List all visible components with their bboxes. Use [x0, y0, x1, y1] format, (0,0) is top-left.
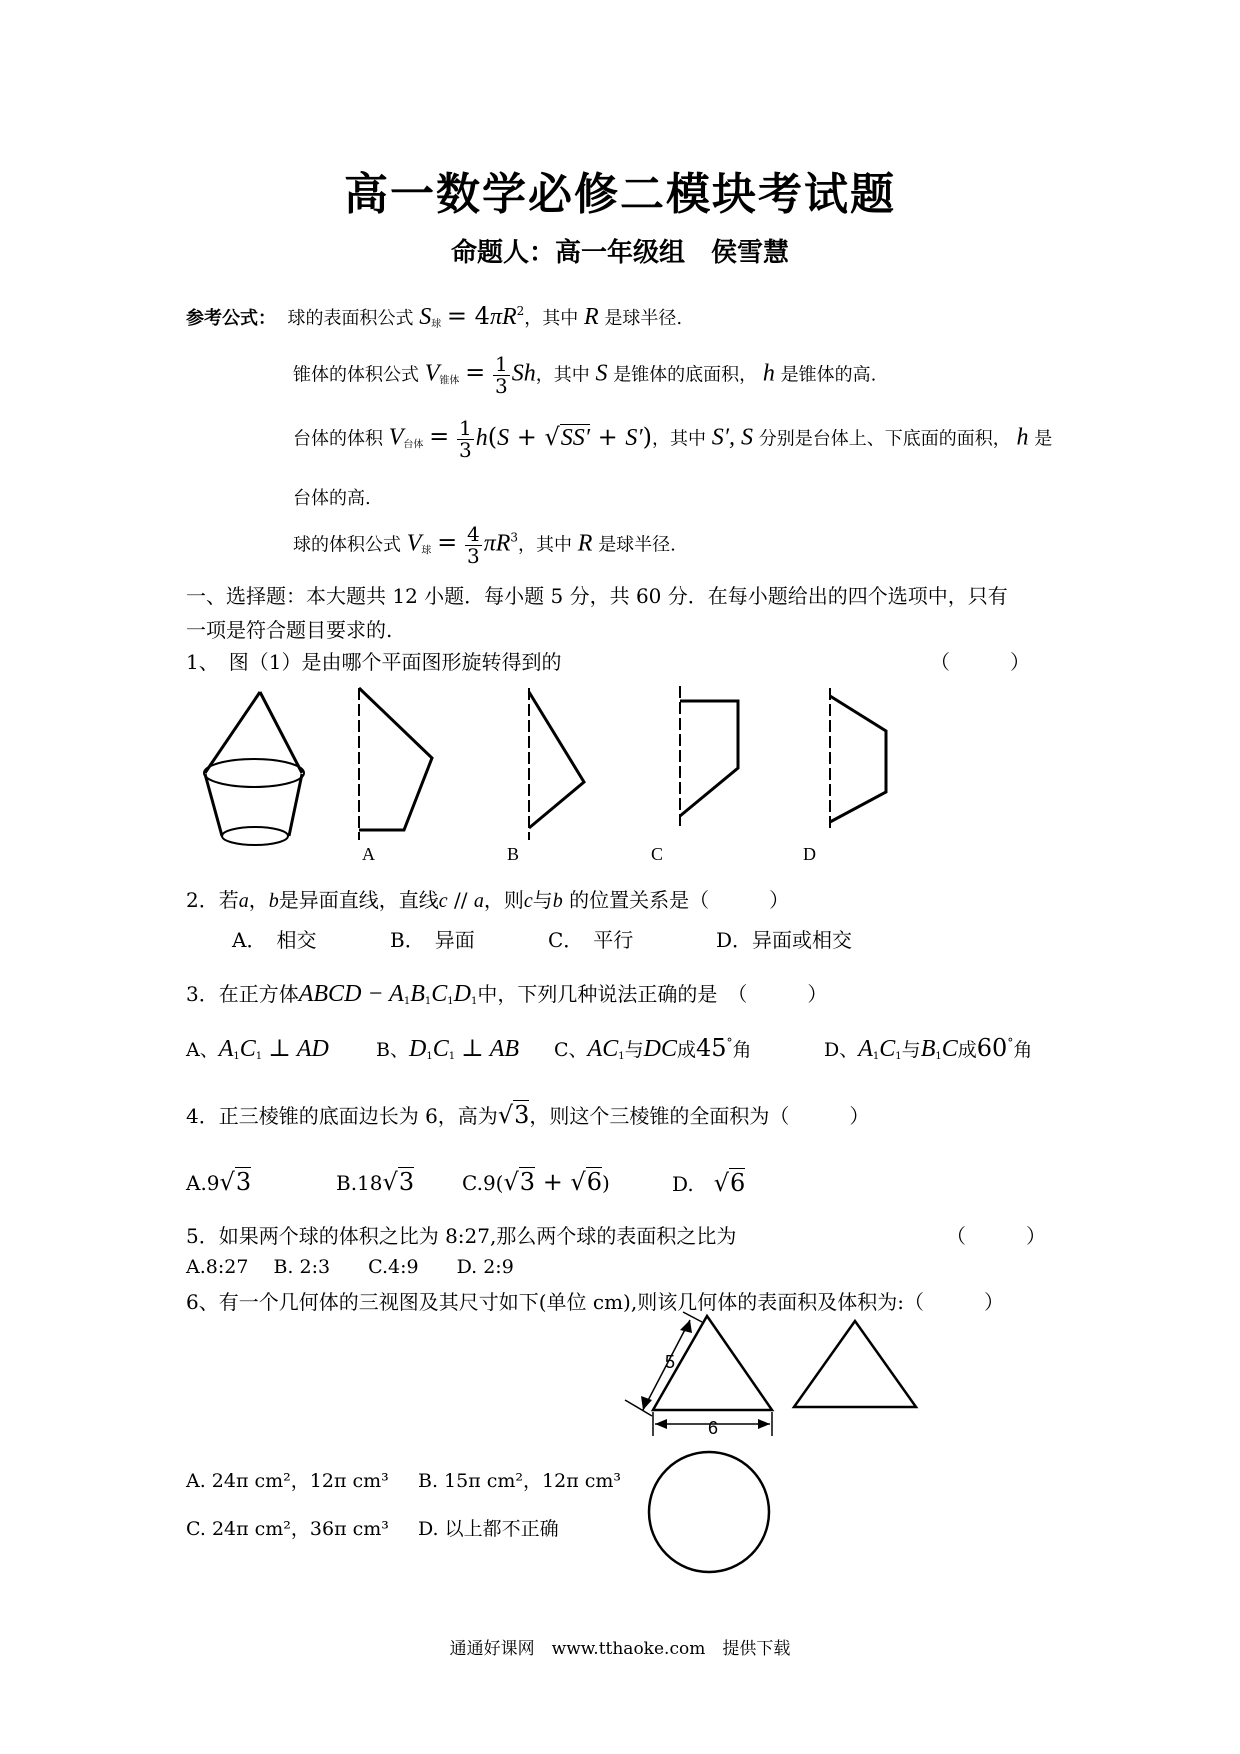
section1-line2: 一项是符合题目要求的. — [186, 618, 393, 642]
formulas-label: 参考公式： — [186, 308, 276, 329]
q6-text: 6、有一个几何体的三视图及其尺寸如下(单位 cm),则该几何体的表面积及体积为:（ ） — [186, 1290, 1004, 1314]
q6-dim-side: 5 — [665, 1352, 676, 1372]
q3-option-a: A、$A_1C_1$ ⊥ AD — [186, 1034, 329, 1062]
formula-sphere-area: 参考公式： 球的表面积公式 $S_球 = 4\pi R^2$，其中 R 是球半径. — [186, 302, 683, 330]
q3-option-b: B、$D_1C_1$ ⊥ AB — [376, 1034, 520, 1062]
q5-paren: （ ） — [946, 1224, 1046, 1248]
q4-option-a: A.9√3 — [186, 1168, 252, 1196]
q2-option-b: B． 异面 — [390, 928, 475, 952]
q3-text: 3．在正方体ABCD − $A_1B_1C_1D_1$中，下列几种说法正确的是 （ ） — [186, 981, 828, 1007]
q1-label-c: C — [651, 844, 664, 864]
q2-option-c: C． 平行 — [548, 928, 634, 952]
q4-option-d: D. √6 — [672, 1169, 746, 1197]
q1-label-d: D — [803, 844, 816, 864]
q1-text: 1、 图（1）是由哪个平面图形旋转得到的 — [186, 650, 562, 674]
q4-option-b: B.18√3 — [336, 1168, 415, 1196]
q5-options: A.8:27 B. 2:3 C.4:9 D. 2:9 — [186, 1256, 514, 1278]
q6-option-a: A. 24π cm²，12π cm³ — [186, 1470, 389, 1492]
author-line: 命题人：高一年级组 侯雪慧 — [450, 238, 789, 268]
q2-text: 2．若a，b是异面直线，直线c // a，则c与b 的位置关系是（ ） — [186, 888, 790, 912]
footer: 通通好课网 www.tthaoke.com 提供下载 — [449, 1639, 791, 1659]
section1-line1: 一、选择题：本大题共 12 小题．每小题 5 分，共 60 分．在每小题给出的四个选项中，只有 — [186, 584, 1008, 608]
q2-option-a: A． 相交 — [232, 928, 317, 952]
formula-frustum-line2: 台体的高. — [293, 488, 371, 509]
q1-label-a: A — [362, 844, 375, 864]
q4-option-c: C.9(√3 + √6) — [462, 1168, 610, 1196]
q2-option-d: D．异面或相交 — [716, 928, 853, 952]
q4-text: 4．正三棱锥的底面边长为 6，高为√3，则这个三棱锥的全面积为（ ） — [186, 1101, 870, 1129]
page-title: 高一数学必修二模块考试题 — [344, 169, 896, 220]
formula-sphere-volume: 球的体积公式 $V_球$ = $\frac{4}{3}$ $\pi R^3$，其中 R 是球半径. — [293, 522, 676, 568]
q5-text: 5．如果两个球的体积之比为 8:27,那么两个球的表面积之比为 — [186, 1224, 737, 1248]
q1-label-b: B — [507, 844, 520, 864]
formula-cone: 锥体的体积公式 $V_{锥体}$ = $\frac{1}{3}$ Sh，其中 S 是锥体的底面积， h 是锥体的高. — [293, 352, 877, 398]
q1-paren: （ ） — [930, 650, 1030, 674]
q3-option-d: D、$A_1C_1$与$B_1C$成60°角 — [824, 1034, 1033, 1062]
q6-option-d: D. 以上都不正确 — [418, 1518, 559, 1540]
q3-option-c: C、$AC_1$与DC成45°角 — [554, 1034, 752, 1062]
formula-frustum: 台体的体积 $V_{台体}$ = $\frac{1}{3}$ h(S + √SS′ + S′)，其中 S′, S 分别是台体上、下底面的面积， h 是 — [293, 416, 1053, 462]
q6-dim-base: 6 — [708, 1418, 719, 1438]
q6-option-c: C. 24π cm²，36π cm³ — [186, 1518, 389, 1540]
q6-option-b: B. 15π cm²，12π cm³ — [418, 1470, 621, 1492]
